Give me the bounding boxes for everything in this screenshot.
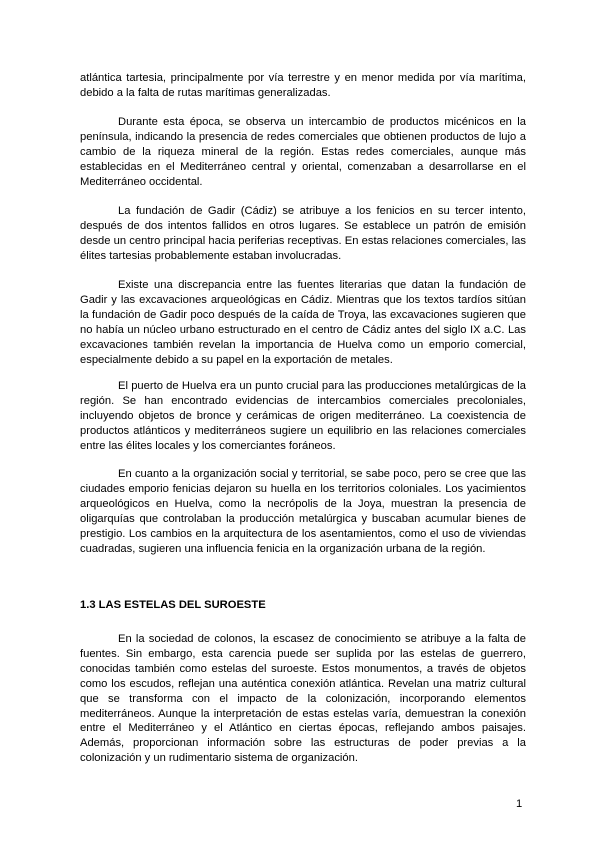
paragraph-estelas: En la sociedad de colonos, la escasez de conocimiento se atribuye a la falta de fuentes. Sin embargo, esta carencia puede ser suplida por las estelas de guerrero, conocidas también como estelas del suroeste. Estos monumentos, a través de objetos como los escudos, reflejan una auténtica conexión atlántica. Revelan una matriz cultural que se transforma con el impacto de la colonización, incorporando elementos mediterráneos. Aunque la interpretación de estas estelas varía, demuestran la conexión entre el Mediterráneo y el Atlántico en ciertas épocas, reflejando ambos paisajes. Además, proporcionan información sobre las estructuras de poder previas a la colonización y un rudimentario sistema de organización.: [80, 633, 526, 765]
paragraph-discrepancia: Existe una discrepancia entre las fuentes literarias que datan la fundación de Gadir y las excavaciones arqueológicas en Cádiz. Mientras que los textos tardíos sitúan la fundación de Gadir poco después de la caída de Troya, las excavaciones sugieren que no había un núcleo urbano estructurado en el centro de Cádiz antes del siglo IX a.C. Las excavaciones también revelan la importancia de Huelva como un emporio comercial, especialmente debido a su papel en la exportación de metales.: [80, 279, 526, 366]
paragraph-huelva-puerto: El puerto de Huelva era un punto crucial para las producciones metalúrgicas de la región. Se han encontrado evidencias de intercambios comerciales precoloniales, incluyendo objetos de bronce y cerámicas de origen mediterráneo. La coexistencia de productos atlánticos y mediterráneos sugiere un equilibrio en las relaciones comerciales entre las élites locales y los comerciantes foráneos.: [80, 380, 526, 452]
page-number: 1: [516, 798, 523, 810]
paragraph-continuation: atlántica tartesia, principalmente por vía terrestre y en menor medida por vía marítima, debido a la falta de rutas marítimas generalizadas.: [80, 72, 526, 99]
paragraph-gadir-fundacion: La fundación de Gadir (Cádiz) se atribuye a los fenicios en su tercer intento, después de dos intentos fallidos en otros lugares. Se establece un patrón de emisión desde un centro principal hacia periferias receptivas. En estas relaciones comerciales, las élites tartesias probablemente estaban involucradas.: [80, 205, 526, 262]
paragraph-organizacion-social: En cuanto a la organización social y territorial, se sabe poco, pero se cree que las ciudades emporio fenicias dejaron su huella en los territorios coloniales. Los yacimientos arqueológicos en Huelva, como la necrópolis de la Joya, muestran la presencia de oligarquías que controlaban la producción metalúrgica y buscaban acumular bienes de prestigio. Los cambios en la arquitectura de los asentamientos, como el uso de viviendas cuadradas, sugieren una influencia fenicia en la organización urbana de la región.: [80, 468, 526, 555]
section-heading: 1.3 LAS ESTELAS DEL SUROESTE: [80, 599, 266, 611]
paragraph-micenicos: Durante esta época, se observa un intercambio de productos micénicos en la península, indicando la presencia de redes comerciales que obtienen productos de lujo a cambio de la riqueza mineral de la región. Estas redes comerciales, aunque más establecidas en el Mediterráneo central y oriental, comenzaban a desarrollarse en el Mediterráneo occidental.: [80, 116, 526, 188]
